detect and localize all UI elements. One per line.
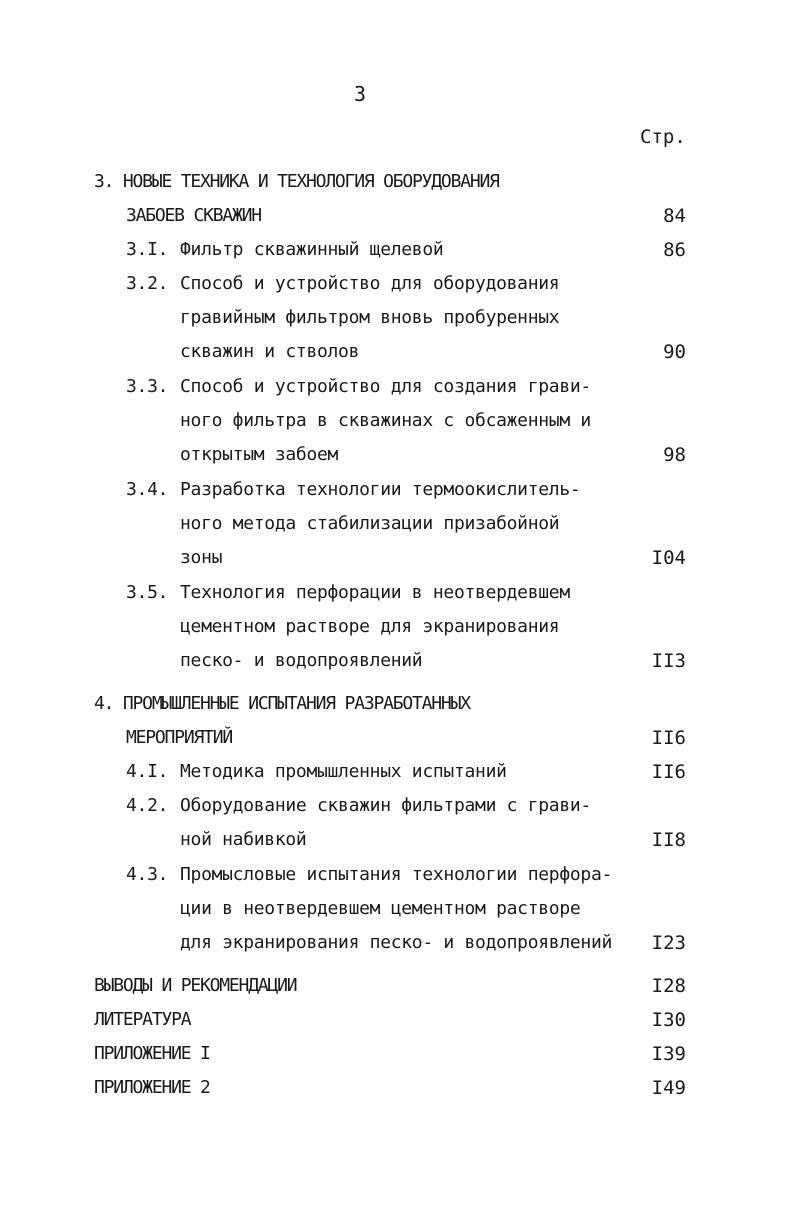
toc-item-3-4-line3: зоны [180,547,223,568]
toc-item-4-2-page: II8 [651,829,686,851]
toc-item-3-1-page: 86 [663,239,686,261]
toc-section-3-page: 84 [663,205,686,227]
toc-literature-title: ЛИТЕРАТУРА [94,1009,191,1030]
toc-item-4-3-number: 4.3. [126,864,169,885]
toc-item-3-1-number: 3.I. [126,239,169,260]
toc-item-4-3-line1: Промысловые испытания технологии перфора- [180,864,613,885]
toc-appendix-2-title: ПРИЛОЖЕНИЕ 2 [94,1077,210,1098]
page-number: 3 [354,82,367,106]
toc-conclusions-page: I28 [651,975,686,997]
toc-item-3-3-line1: Способ и устройство для создания грави- [180,376,591,397]
toc-item-4-2-line2: ной набивкой [180,829,307,850]
toc-item-3-2-line2: гравийным фильтром вновь пробуренных [180,307,560,328]
page-column-label: Стр. [640,126,686,148]
toc-appendix-1-page: I39 [651,1043,686,1065]
toc-appendix-1-title: ПРИЛОЖЕНИЕ I [94,1043,210,1064]
toc-item-3-3-page: 98 [663,444,686,466]
toc-section-3-title-line2: ЗАБОЕВ СКВАЖИН [126,205,261,226]
toc-item-3-5-page: II3 [651,650,686,672]
toc-conclusions-title: ВЫВОДЫ И РЕКОМЕНДАЦИИ [94,975,297,996]
toc-item-3-3-line3: открытым забоем [180,444,339,465]
toc-item-3-3-number: 3.3. [126,376,169,397]
toc-item-4-1-line1: Методика промышленных испытаний [180,761,507,782]
toc-item-3-3-line2: ного фильтра в скважинах с обсаженным и [180,410,591,431]
toc-item-3-5-line3: песко- и водопроявлений [180,650,423,671]
toc-section-4-title-line1: 4. ПРОМЫШЛЕННЫЕ ИСПЫТАНИЯ РАЗРАБОТАННЫХ [94,693,470,714]
toc-item-3-5-line2: цементном растворе для экранирования [180,616,560,637]
toc-section-4-title-line2: МЕРОПРИЯТИЙ [126,727,233,748]
toc-section-3-title-line1: 3. НОВЫЕ ТЕХНИКА И ТЕХНОЛОГИЯ ОБОРУДОВАНИЯ [94,171,499,192]
toc-item-3-5-number: 3.5. [126,582,169,603]
toc-literature-page: I30 [651,1009,686,1031]
toc-item-3-4-number: 3.4. [126,479,169,500]
toc-item-3-4-line1: Разработка технологии термоокислитель- [180,479,581,500]
toc-item-4-1-page: II6 [651,761,686,783]
toc-item-3-4-line2: ного метода стабилизации призабойной [180,513,560,534]
toc-appendix-2-page: I49 [651,1077,686,1099]
toc-item-3-4-page: I04 [651,547,686,569]
toc-item-4-3-line3: для экранирования песко- и водопроявлений [180,932,613,953]
toc-item-3-2-line1: Способ и устройство для оборудования [180,273,560,294]
toc-item-3-1-line1: Фильтр скважинный щелевой [180,239,444,260]
toc-item-4-2-number: 4.2. [126,795,169,816]
toc-item-3-5-line1: Технология перфорации в неотвердевшем [180,582,570,603]
toc-item-4-1-number: 4.I. [126,761,169,782]
toc-item-4-3-line2: ции в неотвердевшем цементном растворе [180,898,581,919]
toc-item-4-3-page: I23 [651,932,686,954]
toc-item-4-2-line1: Оборудование скважин фильтрами с грави- [180,795,591,816]
toc-item-3-2-line3: скважин и стволов [180,341,360,362]
toc-item-3-2-page: 90 [663,341,686,363]
toc-item-3-2-number: 3.2. [126,273,169,294]
toc-section-4-page: II6 [651,727,686,749]
